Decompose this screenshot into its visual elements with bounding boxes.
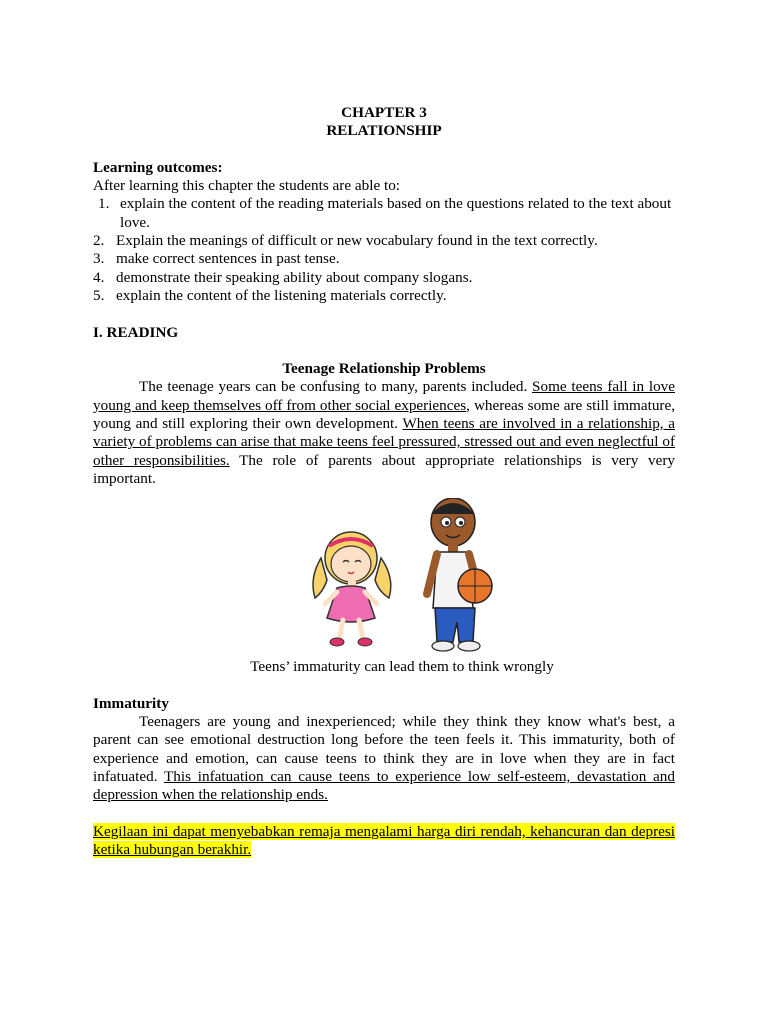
illustration bbox=[93, 498, 675, 658]
learning-outcomes-intro: After learning this chapter the students are able to: bbox=[93, 177, 401, 195]
section-heading: I. READING bbox=[93, 323, 179, 341]
image-caption: Teens’ immaturity can lead them to think wrongly bbox=[250, 658, 554, 676]
underlined-text: Some teens fall in love young and keep themselves off from other social experiences bbox=[93, 378, 676, 414]
subheading-immaturity: Immaturity bbox=[93, 694, 169, 712]
outcome-item: 4. demonstrate their speaking ability about company slogans. bbox=[93, 268, 473, 286]
boy-figure bbox=[427, 498, 492, 651]
girl-figure bbox=[313, 532, 391, 646]
outcome-item: 3. make correct sentences in past tense. bbox=[93, 250, 340, 268]
reading-title: Teenage Relationship Problems bbox=[282, 360, 486, 378]
chapter-title: RELATIONSHIP bbox=[326, 122, 442, 140]
reading-paragraph-2: Teenagers are young and inexperienced; while they think they know what's best, a parent can see emotional destruction long before the teen feels it. This immaturity, both of experience and emotion, can cause teens to think they are in love when they are in fact infatuated. This infatuation can cause teens to experience low self-esteem, devastation and depression when the relationship ends. bbox=[93, 713, 675, 804]
document-page bbox=[93, 104, 675, 860]
highlighted-translation: Kegilaan ini dapat menyebabkan remaja mengalami harga diri rendah, kehancuran dan depresi ketika hubungan berakhir. bbox=[93, 822, 675, 859]
underlined-text: When teens are involved in a relationship, a variety of problems can arise that make teens feel pressured, stressed out and even neglectful of other responsibilities. bbox=[93, 415, 675, 469]
learning-outcomes-heading: Learning outcomes: bbox=[93, 158, 223, 176]
underlined-text: This infatuation can cause teens to experience low self-esteem, devastation and depression when the relationship ends. bbox=[93, 768, 675, 804]
outcome-item: 5. explain the content of the listening materials correctly. bbox=[93, 286, 447, 304]
outcome-item: 1. explain the content of the reading materials based on the questions related to the text about love. bbox=[98, 195, 672, 231]
outcome-item: 2. Explain the meanings of difficult or new vocabulary found in the text correctly. bbox=[93, 232, 598, 250]
translation-paragraph bbox=[93, 823, 675, 860]
chapter-number: CHAPTER 3 bbox=[341, 104, 427, 121]
girl-and-boy-cartoon-image bbox=[303, 498, 503, 656]
learning-outcomes-list bbox=[93, 195, 675, 305]
reading-paragraph-1: The teenage years can be confusing to many, parents included. Some teens fall in love young and keep themselves off from other social experiences, whereas some are still immature, young and still exploring their own development. When teens are involved in a relationship, a variety of problems can arise that make teens feel pressured, stressed out and even neglectful of other responsibilities. The role of parents about appropriate relationships is very very important. bbox=[93, 378, 676, 487]
